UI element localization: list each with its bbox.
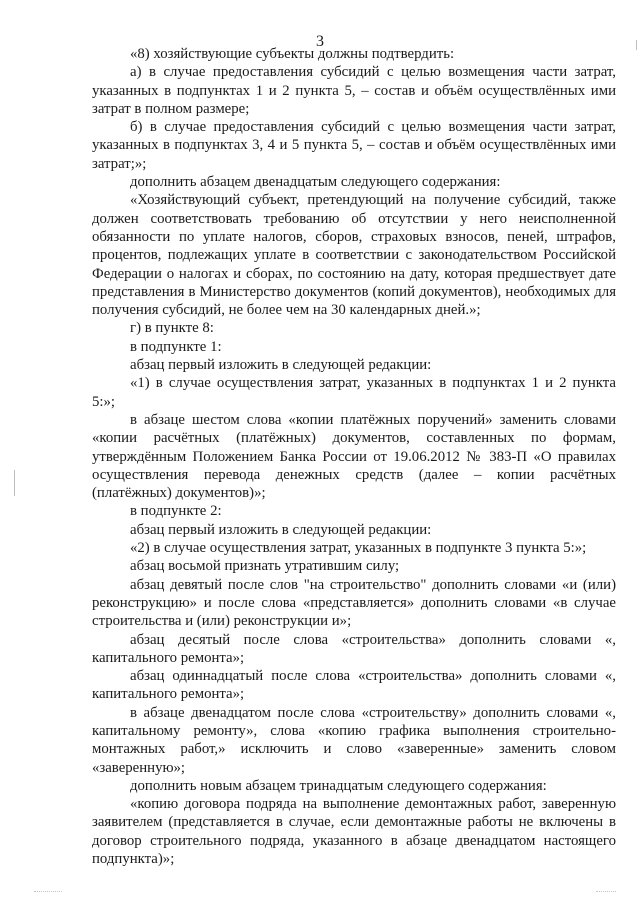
- paragraph: дополнить новым абзацем тринадцатым следующего содержания:: [130, 777, 547, 794]
- paragraph: абзац одиннадцатый после слова «строительства» дополнить словами «, капитального ремонта»;: [92, 668, 616, 703]
- page-number: 3: [316, 33, 324, 50]
- paragraph: абзац девятый после слов "на строительство" дополнить словами «и (или) реконструкцию» и после слова «представляется» дополнить словами «в случае строительства и (или) реконструкции и»;: [92, 576, 616, 630]
- paragraph: а) в случае предоставления субсидий с целью возмещения части затрат, указанных в подпунктах 1 и 2 пункта 5, – состав и объём осуществлённых ими затрат в полном размере;: [92, 64, 616, 117]
- bottom-left-scan-mark: [34, 891, 62, 893]
- paragraph: б) в случае предоставления субсидий с целью возмещения части затрат, указанных в подпунктах 3, 4 и 5 пункта 5, – состав и объём осуществлённых ими затрат;»;: [92, 119, 616, 172]
- paragraph: «копию договора подряда на выполнение демонтажных работ, заверенную заявителем (представляется в случае, если демонтажные работы не включены в договор строительного подряда, указанного в абзаце двенадцатом настоящего подпункта)»;: [92, 796, 616, 868]
- paragraph: «2) в случае осуществления затрат, указанных в подпункте 3 пункта 5:»;: [130, 540, 587, 557]
- paragraph: в подпункте 1:: [130, 338, 222, 355]
- paragraph: в абзаце шестом слова «копии платёжных поручений» заменить словами «копии расчётных (платёжных) документов, составленных по формам, утверждённым Положением Банка России от 19.06.2012 № 383-П «О правилах осуществления перевода денежных средств (далее – копии расчётных (платёжных) документов)»;: [92, 411, 616, 502]
- paragraph: дополнить абзацем двенадцатым следующего содержания:: [130, 174, 501, 191]
- bottom-right-scan-mark: [596, 891, 616, 893]
- paragraph: абзац первый изложить в следующей редакции:: [130, 521, 432, 538]
- document-body: [92, 45, 616, 868]
- paragraph: в подпункте 2:: [130, 503, 222, 520]
- paragraph: «1) в случае осуществления затрат, указанных в подпунктах 1 и 2 пункта 5:»;: [92, 375, 616, 410]
- paragraph: абзац десятый после слова «строительства» дополнить словами «, капитального ремонта»;: [92, 631, 616, 666]
- paragraph: г) в пункте 8:: [130, 320, 214, 337]
- paragraph: абзац восьмой признать утратившим силу;: [130, 558, 400, 575]
- left-scan-edge: [14, 470, 15, 496]
- paragraph: в абзаце двенадцатом после слова «строительству» дополнить словами «, капитальному ремонту», слова «копию графика выполнения строительно-монтажных работ,» исключить и слово «заверенные» заменить словом «заверенную»;: [92, 704, 616, 776]
- paragraph: абзац первый изложить в следующей редакции:: [130, 357, 432, 374]
- paragraph: «8) хозяйствующие субъекты должны подтвердить:: [130, 46, 455, 62]
- paragraph: «Хозяйствующий субъект, претендующий на получение субсидий, также должен соответствовать требованию об отсутствии у него неисполненной обязанности по уплате налогов, сборов, страховых взносов, пеней, штрафов, процентов, подлежащих уплате в соответствии с законодательством Российской Федерации о налогах и сборах, по состоянию на дату, которая предшествует дате представления в Министерство документов (копий документов), необходимых для получения субсидий, не более чем на 30 календарных дней.»;: [92, 192, 616, 319]
